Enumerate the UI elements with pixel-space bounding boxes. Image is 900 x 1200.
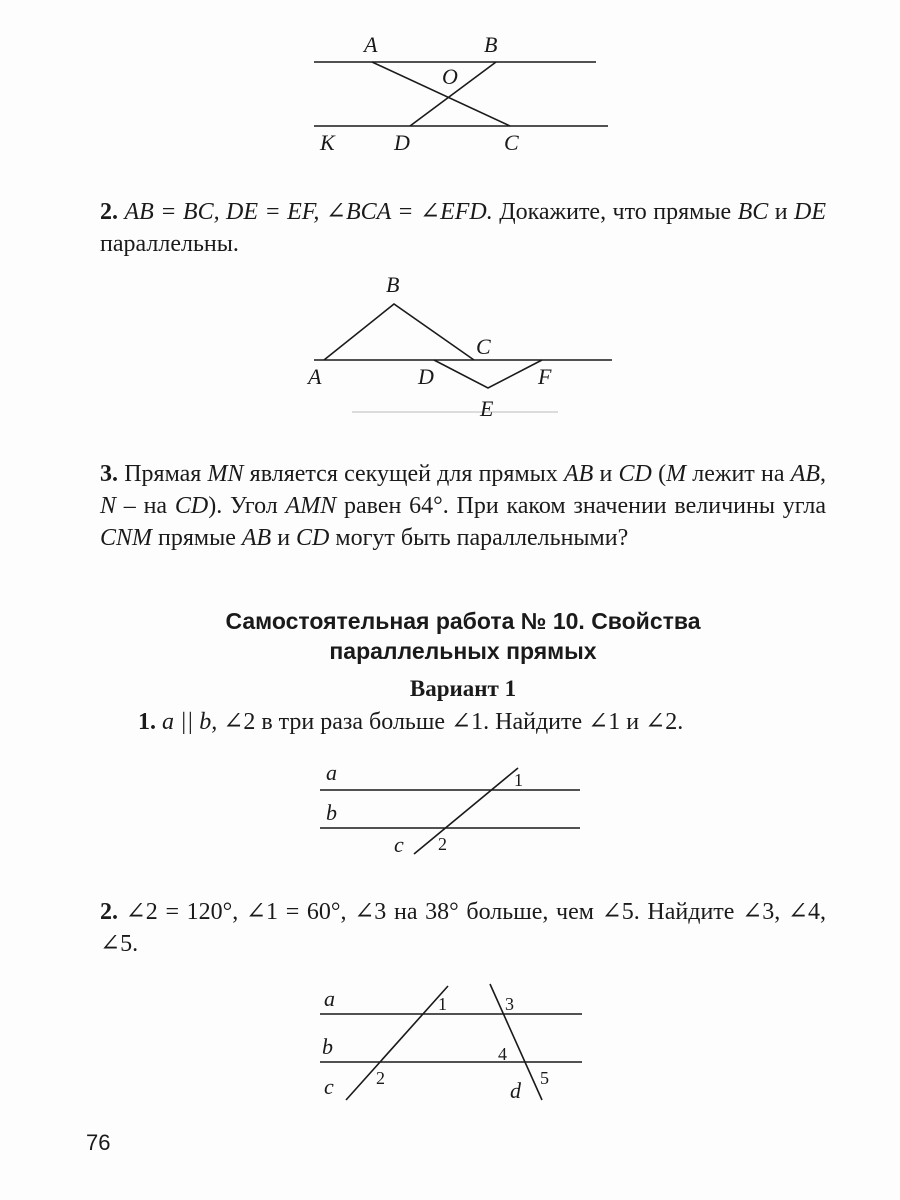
label-c: c — [324, 1074, 334, 1099]
figure-crossing-segments — [300, 30, 620, 160]
label-A: A — [364, 32, 378, 57]
label-D: D — [418, 364, 434, 389]
problem-3-number: 3. — [100, 461, 118, 487]
figure-parallel-ab — [300, 756, 600, 866]
angle-2: 2 — [438, 834, 447, 854]
angle-2: 2 — [376, 1068, 385, 1088]
figure-parallel-two-transversals — [300, 976, 600, 1110]
task-2-number: 2. — [100, 899, 118, 925]
label-a: a — [326, 760, 337, 785]
section-title — [100, 606, 826, 666]
label-C: C — [504, 130, 519, 155]
task-1: 1. a || b, ∠2 в три раза больше ∠1. Найдите ∠1 и ∠2. — [138, 709, 684, 735]
label-C: C — [476, 334, 491, 359]
label-b: b — [322, 1034, 333, 1059]
task-2: 2. ∠2 = 120°, ∠1 = 60°, ∠3 на 38° больше, чем ∠5. Найдите ∠3, ∠4, ∠5. — [100, 899, 826, 957]
label-B: B — [484, 32, 498, 57]
label-a: a — [324, 986, 335, 1011]
problem-2-math: AB = BC, DE = EF, ∠BCA = ∠EFD. — [124, 199, 493, 225]
section-title-line-1: Самостоятельная работа № 10. Свойства — [225, 608, 701, 634]
transversal-c — [346, 986, 448, 1100]
page-number: 76 — [86, 1130, 111, 1155]
figure-triangle-on-line — [300, 268, 630, 428]
label-D: D — [394, 130, 410, 155]
label-d: d — [510, 1078, 521, 1103]
transversal-c — [414, 768, 518, 854]
problem-2: 2. AB = BC, DE = EF, ∠BCA = ∠EFD. Докажите, что прямые BC и DE параллельны. — [100, 199, 827, 257]
problem-3: 3. Прямая MN является секущей для прямых AB и CD (M лежит на AB, N – на CD). Угол AMN равен 64°. При каком значении величины угла CNM прямые AB и CD могут быть параллельными? — [100, 461, 827, 551]
angle-5: 5 — [540, 1068, 549, 1088]
task-1-number: 1. — [138, 709, 156, 735]
variant-heading: Вариант 1 — [409, 676, 517, 701]
angle-1: 1 — [514, 770, 523, 790]
v-shape-DEF — [434, 360, 542, 388]
label-c: c — [394, 832, 404, 857]
angle-1: 1 — [438, 994, 447, 1014]
label-E: E — [480, 396, 494, 421]
angle-3: 3 — [505, 994, 514, 1014]
label-O: O — [442, 64, 458, 89]
segment-AC — [372, 62, 510, 126]
angle-4: 4 — [498, 1044, 507, 1064]
label-K: K — [320, 130, 335, 155]
triangle-ABC — [324, 304, 474, 360]
label-A: A — [308, 364, 322, 389]
section-title-line-2: параллельных прямых — [329, 638, 597, 664]
task-1-math: a || b, — [162, 709, 218, 735]
label-b: b — [326, 800, 337, 825]
label-B: B — [386, 272, 400, 297]
label-F: F — [538, 364, 552, 389]
problem-2-number: 2. — [100, 199, 118, 225]
